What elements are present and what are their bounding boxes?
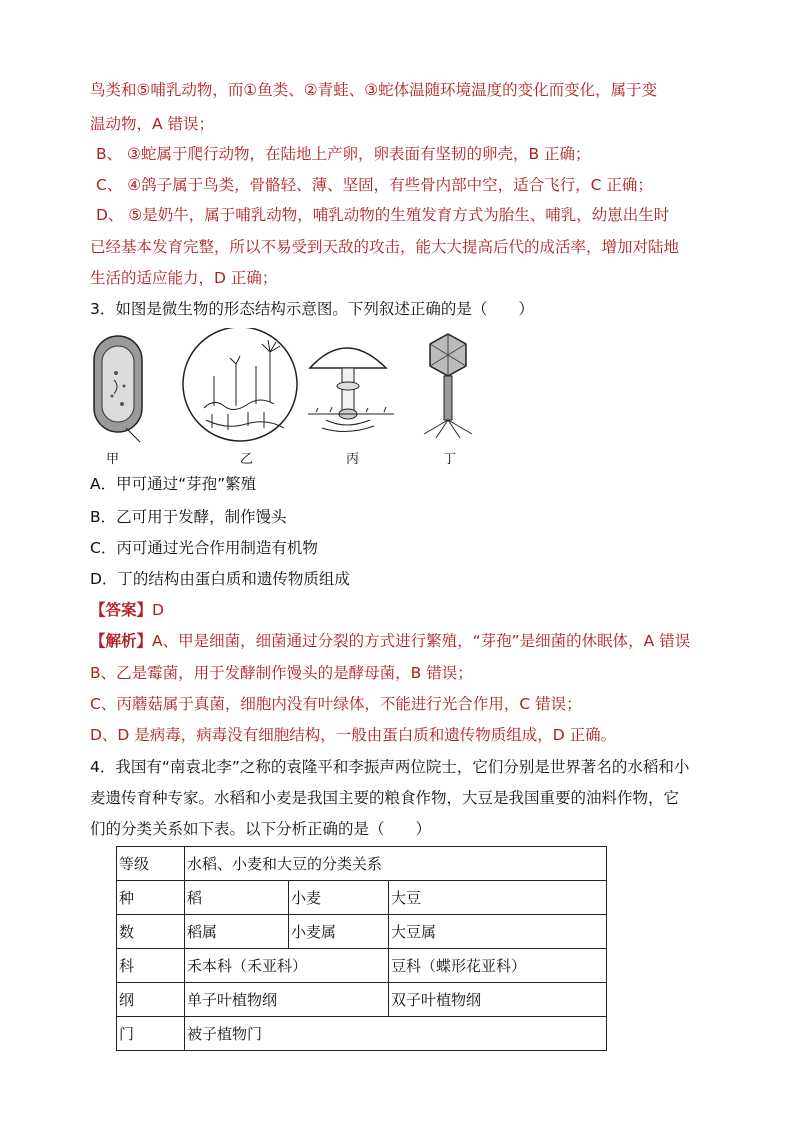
analysis-line: 鸟类和⑤哺乳动物，而①鱼类、②青蛙、③蛇体温随环境温度的变化而变化，属于变 <box>90 81 658 99</box>
table-row <box>117 847 607 881</box>
figure-label-jia: 甲 <box>106 452 120 467</box>
microorganism-illustration <box>86 328 506 448</box>
analysis-line-d: 生活的适应能力，D 正确； <box>90 269 278 287</box>
analysis-line: 温动物，A 错误； <box>90 115 215 133</box>
analysis-line-c: C、 ④鸽子属于鸟类，骨骼轻、薄、坚固，有些骨内部中空，适合飞行，C 正确； <box>96 176 653 194</box>
table-cell: 单子叶植物纲 <box>185 983 389 1017</box>
table-row <box>117 915 607 949</box>
analysis-line: B、乙是霉菌，用于发酵制作馒头的是酵母菌，B 错误； <box>90 664 473 682</box>
table-cell: 豆科（蝶形花亚科） <box>389 949 607 983</box>
table-cell: 纲 <box>117 983 185 1017</box>
classification-table <box>116 846 607 1051</box>
analysis-line <box>90 630 690 652</box>
answer-tag: 【答案】 <box>90 601 153 619</box>
table-row <box>117 983 607 1017</box>
mold-drawing <box>183 328 297 441</box>
table-cell: 禾本科（禾亚科） <box>185 949 389 983</box>
table-cell: 大豆 <box>389 881 607 915</box>
analysis-line: D、D 是病毒，病毒没有细胞结构，一般由蛋白质和遗传物质组成，D 正确。 <box>90 726 617 744</box>
table-cell: 稻属 <box>185 915 289 949</box>
bacterium-drawing <box>94 336 142 442</box>
option-a: A．甲可通过“芽孢”繁殖 <box>90 475 257 493</box>
analysis-line-d: D、 ⑤是奶牛，属于哺乳动物，哺乳动物的生殖发育方式为胎生、哺乳，幼崽出生时 <box>96 206 670 224</box>
table-cell: 数 <box>117 915 185 949</box>
virus-drawing <box>424 334 472 438</box>
figure-label-ding: 丁 <box>443 452 457 467</box>
analysis-line-d: 已经基本发育完整，所以不易受到天敌的攻击，能大大提高后代的成活率，增加对陆地 <box>90 238 680 256</box>
analysis-line: C、丙蘑菇属于真菌，细胞内没有叶绿体，不能进行光合作用，C 错误； <box>90 695 582 713</box>
option-d: D．丁的结构由蛋白质和遗传物质组成 <box>90 570 350 588</box>
table-row <box>117 1017 607 1051</box>
mushroom-drawing <box>308 348 394 432</box>
answer-value: D <box>152 601 164 619</box>
figure-label-bing: 丙 <box>346 452 360 467</box>
table-cell: 水稻、小麦和大豆的分类关系 <box>185 847 607 881</box>
figure-label-yi: 乙 <box>240 452 254 467</box>
question-4-stem: 们的分类关系如下表。以下分析正确的是（ ） <box>90 820 432 838</box>
table-cell: 等级 <box>117 847 185 881</box>
table-cell: 被子植物门 <box>185 1017 607 1051</box>
microorganism-figure <box>86 328 506 468</box>
analysis-line-b: B、 ③蛇属于爬行动物，在陆地上产卵，卵表面有坚韧的卵壳，B 正确； <box>96 145 591 163</box>
table-cell: 小麦属 <box>289 915 389 949</box>
table-cell: 门 <box>117 1017 185 1051</box>
question-4-stem: 4．我国有“南袁北李”之称的袁隆平和李振声两位院士，它们分别是世界著名的水稻和小 <box>90 758 690 776</box>
analysis-tag: 【解析】 <box>90 632 153 650</box>
table-cell: 小麦 <box>289 881 389 915</box>
table-row <box>117 881 607 915</box>
analysis-text: A、甲是细菌，细菌通过分裂的方式进行繁殖，“芽孢”是细菌的休眠体，A 错误 <box>152 632 691 650</box>
option-b: B．乙可用于发酵，制作馒头 <box>90 508 287 526</box>
question-3-stem: 3．如图是微生物的形态结构示意图。下列叙述正确的是（ ） <box>90 300 534 318</box>
table-cell: 稻 <box>185 881 289 915</box>
answer-line <box>90 599 164 621</box>
table-cell: 双子叶植物纲 <box>389 983 607 1017</box>
table-row <box>117 949 607 983</box>
question-4-stem: 麦遗传育种专家。水稻和小麦是我国主要的粮食作物，大豆是我国重要的油料作物，它 <box>90 789 680 807</box>
table-cell: 种 <box>117 881 185 915</box>
option-c: C．丙可通过光合作用制造有机物 <box>90 539 318 557</box>
table-cell: 科 <box>117 949 185 983</box>
table-cell: 大豆属 <box>389 915 607 949</box>
